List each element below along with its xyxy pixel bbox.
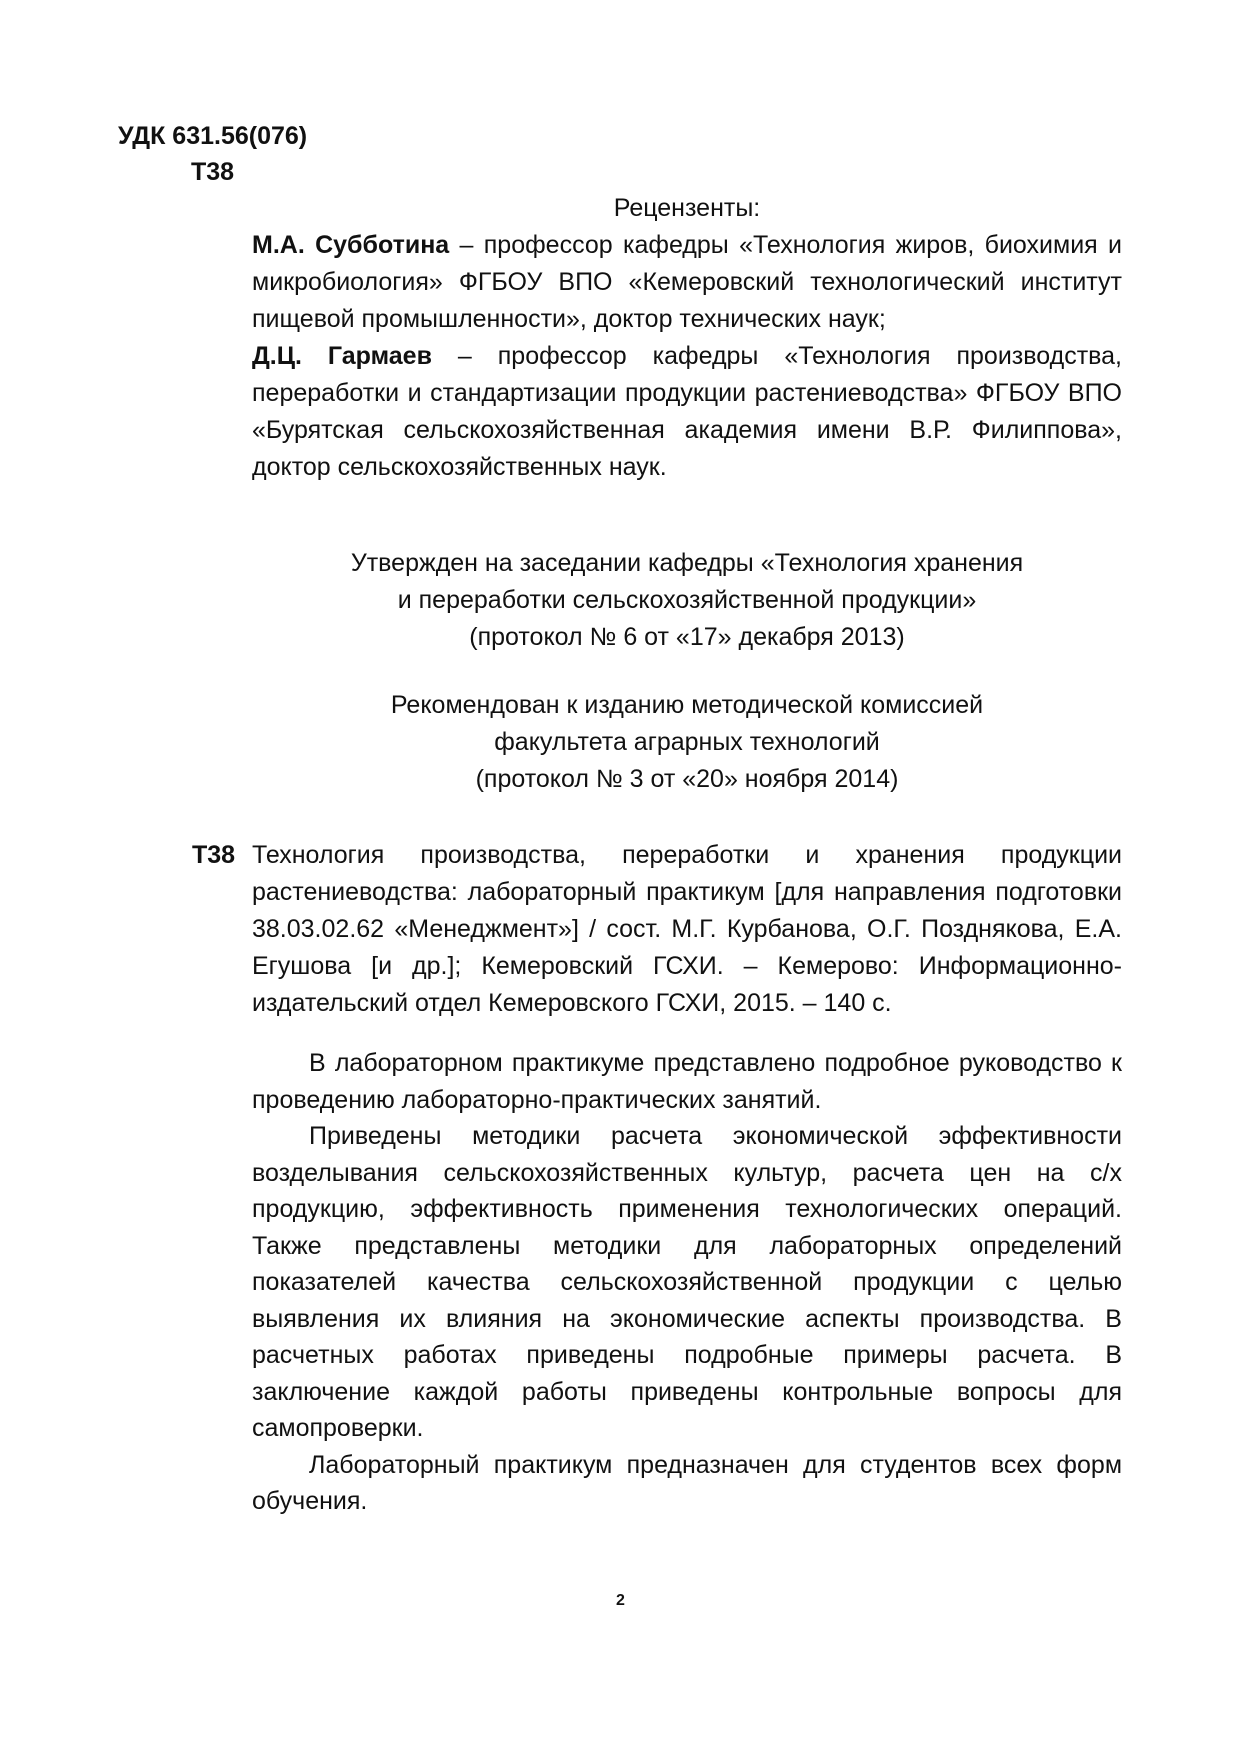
recommended-line: факультета аграрных технологий bbox=[494, 728, 880, 756]
bibliographic-code: Т38 bbox=[192, 841, 236, 869]
recommended-block bbox=[252, 687, 1122, 798]
recommended-line: Рекомендован к изданию методической комиссией bbox=[390, 691, 984, 719]
udk-block bbox=[118, 118, 307, 190]
reviewer-description: – профессор кафедры «Технология производства, переработки и стандартизации продукции растениеводства» ФГБОУ ВПО «Бурятская сельскохозяйственная академия имени В.Р. Филиппова», доктор сельскохозяйственных наук. bbox=[252, 342, 1122, 481]
reviewers-section bbox=[252, 190, 1122, 486]
abstract-paragraph: Лабораторный практикум предназначен для студентов всех форм обучения. bbox=[252, 1450, 1122, 1515]
approval-section bbox=[252, 545, 1122, 829]
author-mark: Т38 bbox=[191, 158, 235, 186]
abstract-paragraph: В лабораторном практикуме представлено подробное руководство к проведению лабораторно-практических занятий. bbox=[252, 1049, 1122, 1114]
bibliographic-record bbox=[192, 837, 1122, 1022]
approved-block bbox=[252, 545, 1122, 656]
reviewer-entry bbox=[252, 227, 1122, 338]
reviewers-heading: Рецензенты: bbox=[613, 194, 761, 222]
recommended-protocol: (протокол № 3 от «20» ноября 2014) bbox=[475, 765, 899, 793]
udk-code: УДК 631.56(076) bbox=[118, 122, 308, 150]
approved-protocol: (протокол № 6 от «17» декабря 2013) bbox=[469, 623, 905, 651]
reviewer-name: М.А. Субботина bbox=[252, 231, 450, 259]
approved-line: Утвержден на заседании кафедры «Технология хранения bbox=[350, 549, 1024, 577]
abstract-section bbox=[252, 1045, 1122, 1520]
bibliographic-description: Технология производства, переработки и хранения продукции растениеводства: лабораторный практикум [для направления подготовки 38.03.02.62 «Менеджмент»] / сост. М.Г. Курбанова, О.Г. Позднякова, Е.А. Егушова [и др.]; Кемеровский ГСХИ. – Кемерово: Информационно-издательский отдел Кемеровского ГСХИ, 2015. – 140 с. bbox=[252, 841, 1122, 1017]
page-number: 2 bbox=[616, 1592, 625, 1609]
abstract-paragraph: Приведены методики расчета экономической эффективности возделывания сельскохозяйственных культур, расчета цен на с/х продукцию, эффективность применения технологических операций. Также представлены методики для лабораторных определений показателей качества сельскохозяйственной продукции с целью выявления их влияния на экономические аспекты производства. В расчетных работах приведены подробные примеры расчета. В заключение каждой работы приведены контрольные вопросы для самопроверки. bbox=[252, 1122, 1122, 1442]
reviewer-description: – профессор кафедры «Технология жиров, биохимия и микробиология» ФГБОУ ВПО «Кемеровский технологический институт пищевой промышленности», доктор технических наук; bbox=[252, 231, 1122, 333]
approved-line: и переработки сельскохозяйственной продукции» bbox=[397, 586, 977, 614]
reviewer-entry bbox=[252, 338, 1122, 486]
reviewer-name: Д.Ц. Гармаев bbox=[252, 342, 432, 370]
